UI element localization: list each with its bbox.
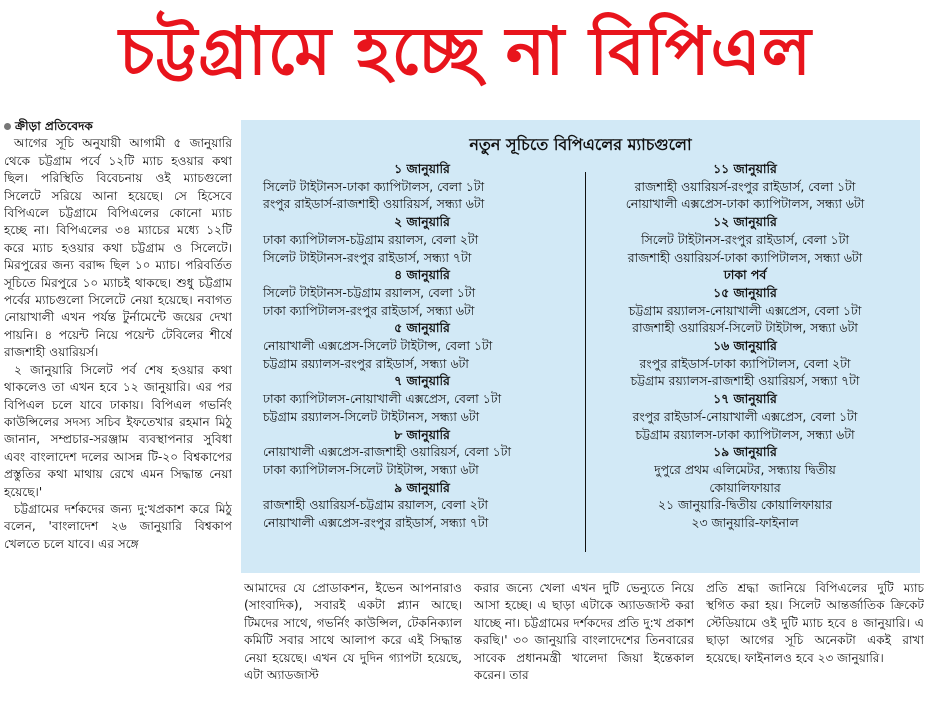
schedule-date: ৪ জানুয়ারি — [394, 267, 450, 283]
schedule-date: ১১ জানুয়ারি — [713, 161, 777, 176]
schedule-match: নোয়াখালী এক্সপ্রেস-রাজশাহী ওয়ারিয়র্স, বেলা ১টা — [263, 444, 511, 460]
article-paragraph: আগের সূচি অনুযায়ী আগামী ৫ জানুয়ারি থেকে চট্টগ্রাম পর্বে ১২টি ম্যাচ হওয়ার কথা ছিল। পরিস্থিতি বিবেচনায় ওই ম্যাচগুলো সিলেটে সরিয়ে আনা হয়েছে। সে হিসেবে বিপিএলে চট্টগ্রামে বিপিএলের কোনো ম্যাচ হচ্ছে না। বিপিএলের ৩৪ ম্যাচের মধ্যে ১২টি করে ম্যাচ হওয়ার কথা চট্টগ্রাম ও সিলেটে। মিরপুরের জন্য বরাদ্দ ছিল ১০ ম্যাচ। পরিবর্তিত সূচিতে মিরপুরে ১০ ম্যাচই থাকছে। শুধু চট্টগ্রাম পর্বের ম্যাচগুলো সিলেটে নেয়া হয়েছে। নবাগত নোয়াখালী এখন পর্যন্ত টুর্নামেন্টে জয়ের দেখা পায়নি। ৪ পয়েন্ট নিয়ে পয়েন্ট টেবিলের শীর্ষে রাজশাহী ওয়ারিয়র্স। — [4, 136, 232, 360]
article-paragraph: প্রতি শ্রদ্ধা জানিয়ে বিপিএলের দুটি ম্যাচ স্থগিত করা হয়। সিলেট আন্তর্জাতিক ক্রিকেট স্টেডিয়ামে ওই দুটি ম্যাচ হবে ৪ জানুয়ারি। এ ছাড়া আগের সূচি অনেকটা একই রাখা হয়েছে। ফাইনালও হবে ২৩ জানুয়ারি। — [706, 581, 924, 665]
schedule-match: রাজশাহী ওয়ারিয়র্স-সিলেট টাইটান্স, সন্ধ্যা ৬টা — [632, 320, 858, 336]
schedule-match: রংপুর রাইডার্স-ঢাকা ক্যাপিটালস, বেলা ২টা — [639, 355, 851, 371]
schedule-match: চট্টগ্রাম রয়্যালস-রংপুর রাইডার্স, সন্ধ্যা ৬টা — [263, 355, 469, 371]
schedule-box — [241, 120, 920, 573]
schedule-date: ১২ জানুয়ারি — [713, 214, 777, 230]
schedule-date: ১৭ জানুয়ারি — [713, 391, 777, 407]
schedule-match: চট্টগ্রাম রয়্যালস-নোয়াখালী এক্সপ্রেস, বেলা ১টা — [628, 302, 862, 318]
schedule-match: ঢাকা ক্যাপিটালস-নোয়াখালী এক্সপ্রেস, বেলা ১টা — [263, 391, 502, 407]
schedule-column-right — [586, 160, 904, 532]
schedule-match: চট্টগ্রাম রয়্যালস-ঢাকা ক্যাপিটালস, সন্ধ্যা ৬টা — [635, 426, 855, 442]
schedule-date: ঢাকা পর্ব — [723, 267, 767, 283]
left-article-column — [4, 118, 232, 724]
byline-text: ক্রীড়া প্রতিবেদক — [15, 119, 93, 133]
schedule-match: নোয়াখালী এক্সপ্রেস-সিলেট টাইটান্স, বেলা ১টা — [263, 338, 493, 354]
schedule-match: সিলেট টাইটানস-রংপুর রাইডার্স, বেলা ১টা — [641, 231, 849, 247]
bottom-column-3 — [706, 580, 924, 724]
schedule-date: ৭ জানুয়ারি — [394, 373, 450, 389]
schedule-final-line: ২৩ জানুয়ারি-ফাইনাল — [691, 515, 799, 531]
schedule-match: ঢাকা ক্যাপিটালস-চট্টগ্রাম রয়ালস, বেলা ২টা — [263, 231, 479, 247]
schedule-match: দুপুরে প্রথম এলিমেটর, সন্ধ্যায় দ্বিতীয় — [654, 461, 836, 477]
schedule-match: ঢাকা ক্যাপিটালস-সিলেট টাইটান্স, সন্ধ্যা ৬টা — [263, 461, 479, 477]
schedule-date: ১ জানুয়ারি — [394, 161, 450, 176]
schedule-match: ঢাকা ক্যাপিটালস-রংপুর রাইডার্স, সন্ধ্যা ৬টা — [263, 302, 475, 318]
article-paragraph: চট্টগ্রামের দর্শকদের জন্য দু:খপ্রকাশ করে মিঠু বলেন, 'বাংলাদেশ ২৬ জানুয়ারি বিশ্বকাপ খেলতে চলে যাবে। এর সঙ্গে — [4, 501, 232, 551]
schedule-date: ১৯ জানুয়ারি — [713, 444, 777, 460]
bottom-column-1 — [244, 580, 462, 724]
schedule-match: রাজশাহী ওয়ারিয়র্স-চট্টগ্রাম রয়ালস, বেলা ২টা — [263, 497, 489, 513]
schedule-match: কোয়ালিফায়ার — [709, 479, 781, 495]
schedule-date: ২ জানুয়ারি — [394, 214, 450, 230]
schedule-match: রংপুর রাইডার্স-নোয়াখালী এক্সপ্রেস, বেলা ১টা — [632, 408, 858, 424]
schedule-match: চট্টগ্রাম রয়্যালস-সিলেট টাইটানস, সন্ধ্যা ৬টা — [263, 408, 480, 424]
schedule-date: ৯ জানুয়ারি — [394, 479, 450, 495]
schedule-match: রাজশাহী ওয়ারিয়র্স-রংপুর রাইডার্স, বেলা ১টা — [634, 178, 856, 194]
schedule-column-left — [263, 160, 581, 532]
schedule-match: সিলেট টাইটানস-চট্টগ্রাম রয়ালস, বেলা ১টা — [263, 284, 476, 300]
headline: চট্টগ্রামে হচ্ছে না বিপিএল — [119, 13, 812, 90]
schedule-match: চট্টগ্রাম রয়্যালস-রাজশাহী ওয়ারিয়র্স, সন্ধ্যা ৭টা — [630, 373, 860, 389]
schedule-date: ৮ জানুয়ারি — [394, 426, 450, 442]
schedule-match: রংপুর রাইডার্স-রাজশাহী ওয়ারিয়র্স, সন্ধ্যা ৬টা — [263, 196, 485, 212]
article-paragraph: ২ জানুয়ারি সিলেট পর্ব শেষ হওয়ার কথা থাকলেও তা এখন হবে ১২ জানুয়ারি। এর পর বিপিএল চলে যাবে ঢাকায়। বিপিএল গভর্নিং কাউন্সিলের সদস্য সচিব ইফতেখার রহমান মিঠু জানান, সম্প্রচার-সরঞ্জাম ব্যবস্থাপনার সুবিধা এবং বাংলাদেশ দলের আসন্ন টি-২০ বিশ্বকাপের প্রস্তুতির কথা মাথায় রেখে এমন সিদ্ধান্ত নেয়া হয়েছে।' — [4, 362, 232, 499]
schedule-date: ১৫ জানুয়ারি — [713, 284, 777, 300]
article-paragraph: করার জন্যে খেলা এখন দুটি ভেন্যুতে নিয়ে আসা হচ্ছে। এ ছাড়া এটাকে অ্যাডজাস্ট করা যাচ্ছে না। চট্টগ্রামের দর্শকদের প্রতি দু:খ প্রকাশ করছি।' ৩০ জানুয়ারি বাংলাদেশের তিনবারের সাবেক প্রধানমন্ত্রী খালেদা জিয়া ইন্তেকাল করেন। তার — [474, 581, 694, 683]
schedule-title: নতুন সূচিতে বিপিএলের ম্যাচগুলো — [469, 135, 692, 154]
schedule-final-line: ২১ জানুয়ারি-দ্বিতীয় কোয়ালিফায়ার — [657, 497, 833, 513]
schedule-date: ৫ জানুয়ারি — [394, 320, 450, 336]
schedule-match: সিলেট টাইটানস-ঢাকা ক্যাপিটালস, বেলা ১টা — [263, 178, 485, 194]
byline — [4, 118, 232, 135]
bullet-icon — [4, 123, 11, 130]
schedule-match: সিলেট টাইটানস-রংপুর রাইডার্স, সন্ধ্যা ৭টা — [263, 249, 472, 265]
schedule-date: ১৬ জানুয়ারি — [713, 338, 777, 354]
schedule-match: রাজশাহী ওয়ারিয়র্স-ঢাকা ক্যাপিটালস, সন্ধ্যা ৬টা — [627, 249, 863, 265]
article-paragraph: আমাদের যে প্রোডাকশন, ইভেন আপনারাও (সাংবাদিক), সবারই একটা প্ল্যান আছে। টিমদের সাথে, গভর্নিং কাউন্সিল, টেকনিক্যাল কমিটি সবার সাথে আলাপ করে এই সিদ্ধান্ত নেয়া হয়েছে। এখন যে দুদিন গ্যাপটা হয়েছে, এটা অ্যাডজাস্ট — [244, 581, 462, 683]
bottom-column-2 — [474, 580, 694, 724]
schedule-match: নোয়াখালী এক্সপ্রেস-ঢাকা ক্যাপিটালস, সন্ধ্যা ৬টা — [625, 196, 865, 212]
schedule-match: নোয়াখালী এক্সপ্রেস-রংপুর রাইডার্স, সন্ধ্যা ৭টা — [263, 515, 489, 531]
